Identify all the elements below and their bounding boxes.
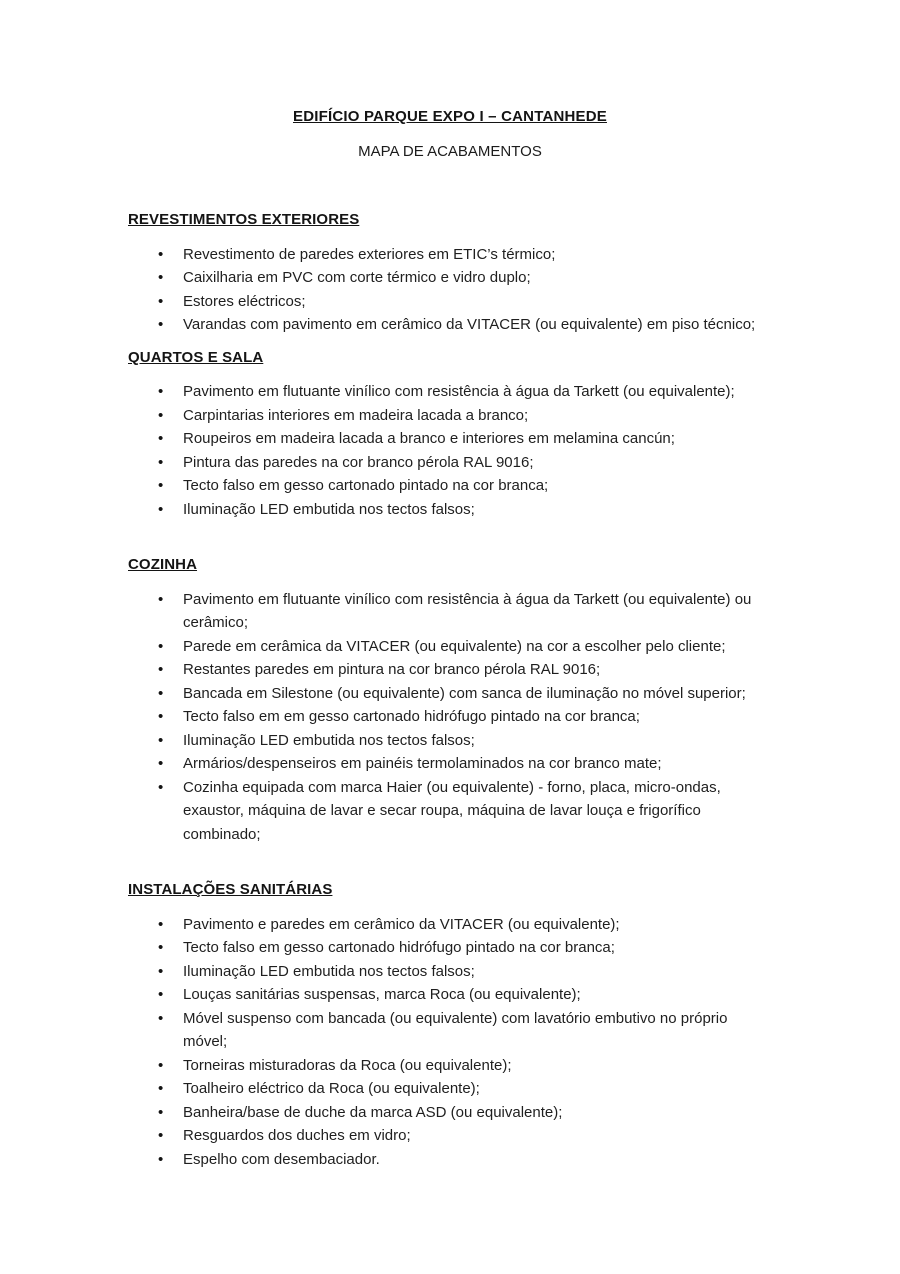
list-item-text: Espelho com desembaciador.: [183, 1150, 380, 1168]
bullet-icon: •: [158, 500, 164, 518]
list-item: [128, 498, 772, 522]
list-item: [128, 705, 772, 729]
section-heading: COZINHA: [128, 556, 198, 573]
section-quartos-e-sala: [128, 346, 772, 522]
list-item-text: Caixilharia em PVC com corte térmico e vidro duplo;: [183, 269, 531, 286]
list-item: [128, 1054, 772, 1078]
list-item-text: Parede em cerâmica da VITACER (ou equivalente) na cor a escolher pelo cliente;: [183, 637, 726, 655]
list-item-text: Bancada em Silestone (ou equivalente) com sanca de iluminação no móvel superior;: [183, 684, 746, 702]
list-item-text: Roupeiros em madeira lacada a branco e interiores em melamina cancún;: [183, 430, 675, 447]
doc-title: EDIFÍCIO PARQUE EXPO I – CANTANHEDE: [293, 108, 607, 125]
list-item: [128, 1101, 772, 1125]
list-item-text: Pavimento e paredes em cerâmico da VITACER (ou equivalente);: [183, 915, 620, 933]
list-item: [128, 682, 772, 706]
bullet-icon: •: [158, 778, 164, 796]
bullet-icon: •: [158, 1009, 164, 1027]
list-item: [128, 1148, 772, 1172]
list-item-text: Iluminação LED embutida nos tectos falsos;: [183, 962, 475, 980]
list-item-text: Tecto falso em em gesso cartonado hidrófugo pintado na cor branca;: [183, 708, 640, 725]
list-item: [128, 290, 772, 314]
list-item: [128, 380, 772, 404]
list-item: [128, 1124, 772, 1148]
list-item: [128, 936, 772, 960]
bullet-icon: •: [158, 383, 164, 400]
list-item: [128, 913, 772, 937]
bullet-icon: •: [158, 590, 164, 608]
section-list: [128, 243, 772, 337]
list-item: [128, 752, 772, 776]
bullet-icon: •: [158, 1103, 164, 1121]
list-item-text: Toalheiro eléctrico da Roca (ou equivalente);: [183, 1080, 480, 1097]
list-item-text: Varandas com pavimento em cerâmico da VITACER (ou equivalente) em piso técnico;: [183, 316, 756, 333]
list-item: [128, 243, 772, 267]
section-heading: QUARTOS E SALA: [128, 348, 264, 366]
list-item-text: Revestimento de paredes exteriores em ETIC’s térmico;: [183, 245, 556, 263]
bullet-icon: •: [158, 661, 164, 678]
list-item-text: Cozinha equipada com marca Haier (ou equivalente) - forno, placa, micro-ondas, exaustor, máquina de lavar e secar roupa, máquina de lavar louça e frigorífico combinado;: [183, 778, 721, 843]
section-list: [128, 380, 772, 521]
list-item: [128, 451, 772, 475]
bullet-icon: •: [158, 637, 164, 655]
list-item: [128, 404, 772, 428]
list-item-text: Restantes paredes em pintura na cor branco pérola RAL 9016;: [183, 661, 601, 678]
bullet-icon: •: [158, 915, 164, 933]
bullet-icon: •: [158, 939, 164, 956]
bullet-icon: •: [158, 684, 164, 702]
bullet-icon: •: [158, 406, 164, 424]
section-heading: REVESTIMENTOS EXTERIORES: [128, 211, 360, 228]
list-item-text: Banheira/base de duche da marca ASD (ou equivalente);: [183, 1103, 563, 1121]
bullet-icon: •: [158, 430, 164, 447]
section-list: [128, 913, 772, 1172]
bullet-icon: •: [158, 1056, 164, 1074]
bullet-icon: •: [158, 1080, 164, 1097]
doc-subtitle: MAPA DE ACABAMENTOS: [358, 143, 542, 160]
list-item: [128, 266, 772, 290]
bullet-icon: •: [158, 708, 164, 725]
list-item: [128, 983, 772, 1007]
bullet-icon: •: [158, 962, 164, 980]
list-item: [128, 635, 772, 659]
bullet-icon: •: [158, 245, 164, 263]
list-item-text: Torneiras misturadoras da Roca (ou equivalente);: [183, 1056, 512, 1074]
list-item-text: Tecto falso em gesso cartonado pintado na cor branca;: [183, 477, 549, 494]
bullet-icon: •: [158, 755, 164, 772]
list-item: [128, 474, 772, 498]
bullet-icon: •: [158, 1127, 164, 1144]
list-item: [128, 427, 772, 451]
bullet-icon: •: [158, 316, 164, 333]
list-item-text: Iluminação LED embutida nos tectos falsos;: [183, 500, 475, 518]
list-item-text: Carpintarias interiores em madeira lacada a branco;: [183, 406, 529, 424]
list-item: [128, 1077, 772, 1101]
section-heading: INSTALAÇÕES SANITÁRIAS: [128, 881, 333, 898]
list-item-text: Armários/despenseiros em painéis termolaminados na cor branco mate;: [183, 755, 662, 772]
list-item-text: Estores eléctricos;: [183, 292, 306, 310]
list-item-text: Louças sanitárias suspensas, marca Roca (ou equivalente);: [183, 986, 581, 1003]
list-item: [128, 588, 772, 635]
list-item-text: Tecto falso em gesso cartonado hidrófugo pintado na cor branca;: [183, 939, 615, 956]
bullet-icon: •: [158, 292, 164, 310]
bullet-icon: •: [158, 986, 164, 1003]
section-instalacoes-sanitarias: [128, 878, 772, 1171]
list-item-text: Resguardos dos duches em vidro;: [183, 1127, 411, 1144]
bullet-icon: •: [158, 731, 164, 749]
section-revestimentos-exteriores: [128, 208, 772, 337]
list-item: [128, 776, 772, 847]
list-item-text: Pavimento em flutuante vinílico com resistência à água da Tarkett (ou equivalente);: [183, 383, 735, 400]
list-item-text: Pintura das paredes na cor branco pérola RAL 9016;: [183, 453, 534, 471]
bullet-icon: •: [158, 477, 164, 494]
list-item-text: Pavimento em flutuante vinílico com resistência à água da Tarkett (ou equivalente) ou cerâmico;: [183, 590, 752, 631]
bullet-icon: •: [158, 269, 164, 286]
list-item-text: Móvel suspenso com bancada (ou equivalente) com lavatório embutivo no próprio móvel;: [183, 1009, 728, 1050]
list-item: [128, 960, 772, 984]
section-list: [128, 588, 772, 847]
list-item: [128, 1007, 772, 1054]
section-cozinha: [128, 553, 772, 846]
list-item-text: Iluminação LED embutida nos tectos falsos;: [183, 731, 475, 749]
bullet-icon: •: [158, 1150, 164, 1168]
list-item: [128, 658, 772, 682]
bullet-icon: •: [158, 453, 164, 471]
list-item: [128, 729, 772, 753]
list-item: [128, 313, 772, 337]
